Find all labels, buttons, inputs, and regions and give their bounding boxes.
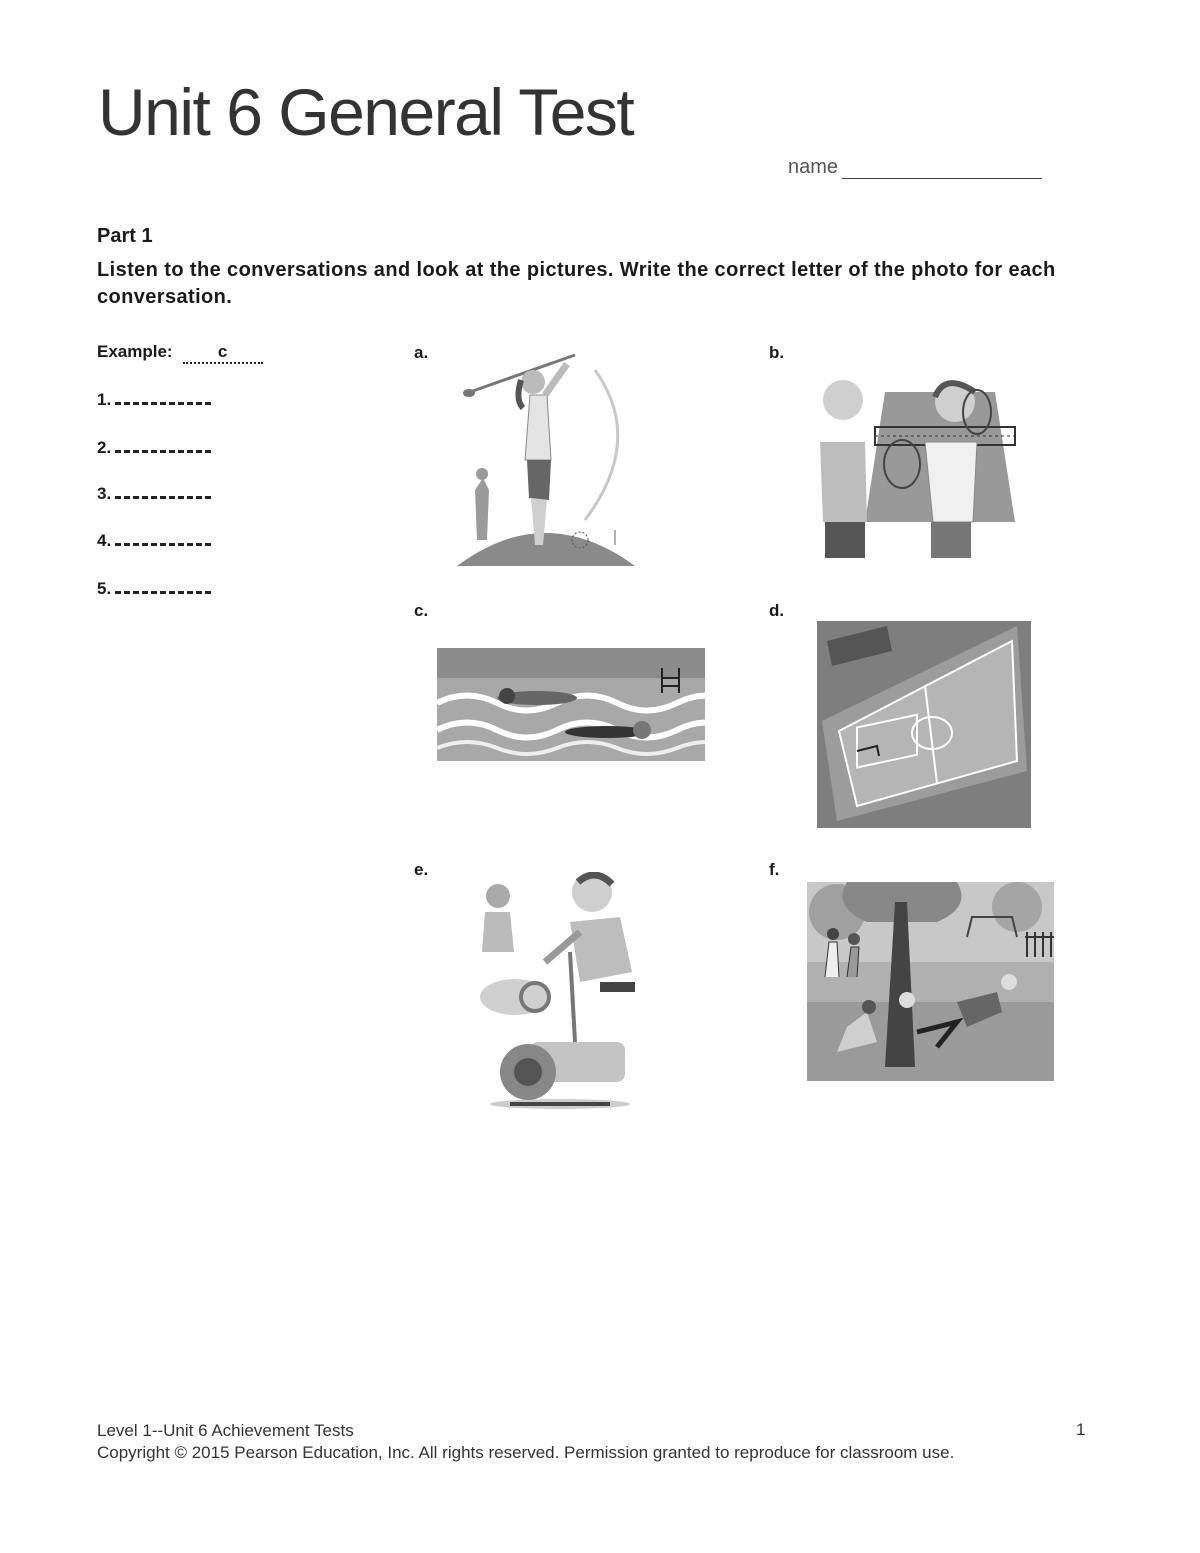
footer-copyright: Copyright © 2015 Pearson Education, Inc. All rights reserved. Permission granted to reproduce for classroom use.	[97, 1443, 955, 1462]
example-answer-value: c	[183, 342, 263, 364]
picture-golf	[455, 350, 640, 568]
picture-park	[807, 882, 1054, 1081]
footer	[97, 1420, 954, 1464]
answer-item-3[interactable]: 3.	[97, 484, 211, 504]
picture-label-c: c.	[414, 601, 429, 620]
answer-blank[interactable]	[115, 531, 211, 546]
answer-blank[interactable]	[115, 579, 211, 594]
part-heading: Part 1	[97, 225, 153, 247]
page-title: Unit 6 General Test	[98, 75, 634, 149]
picture-swimming	[437, 648, 705, 761]
part-instructions: Listen to the conversations and look at the pictures. Write the correct letter of the photo for each conversation.	[97, 259, 1056, 308]
picture-label-f: f.	[769, 860, 780, 879]
page-number: 1	[1076, 1420, 1086, 1439]
name-label: name	[788, 156, 839, 178]
picture-label-d: d.	[769, 601, 785, 620]
answer-blank[interactable]	[115, 390, 211, 405]
answer-item-4[interactable]: 4.	[97, 531, 211, 551]
answer-item-1[interactable]: 1.	[97, 390, 211, 410]
answer-blank[interactable]	[115, 438, 211, 453]
picture-tennis	[805, 372, 1017, 560]
picture-exercise-bikes	[470, 872, 640, 1112]
picture-soccer-field	[817, 621, 1031, 828]
example-label: Example:	[97, 342, 173, 361]
picture-label-b: b.	[769, 343, 785, 362]
answer-item-5[interactable]: 5.	[97, 579, 211, 599]
answer-blank[interactable]	[115, 484, 211, 499]
answer-item-2[interactable]: 2.	[97, 438, 211, 458]
footer-level: Level 1--Unit 6 Achievement Tests	[97, 1421, 354, 1440]
name-field[interactable]	[788, 156, 1042, 179]
picture-label-e: e.	[414, 860, 429, 879]
name-blank[interactable]	[842, 160, 1042, 179]
example-answer	[97, 342, 263, 364]
picture-label-a: a.	[414, 343, 429, 362]
